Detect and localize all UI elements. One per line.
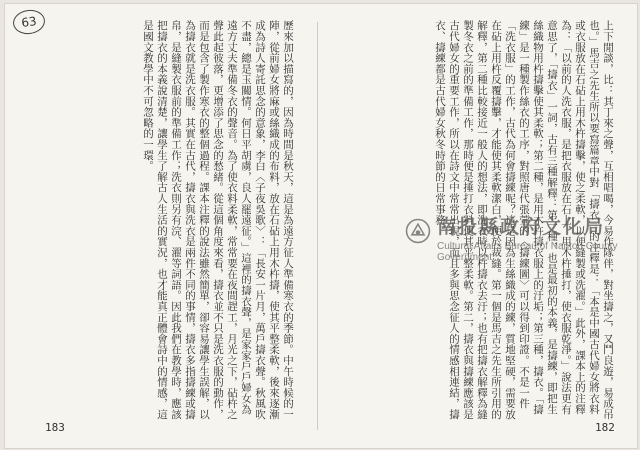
scanned-document: [4, 3, 638, 449]
page-fold-divider: [317, 22, 318, 430]
page-number-right: 182: [595, 421, 615, 434]
watermark-subtitle: Cultural Affairs Bureau of Nantou County Government: [436, 241, 618, 263]
right-page-text: 上下閒談，比：其丁來之聲，互相唱喝，今易作隊伴，對坐擣之，又鬥良遊，易成吊也。」馬吉之先生所以要寫篇章中對「擣衣」的注釋是：「本是中國古代婦女將衣料或衣服放在石砧上用木杵擣擊，使之柔軟，以便縫製或洗濯。」此外，課本上的注釋為：「以前的人洗衣服，是把衣服放在石上，用木杵捶打，使衣服乾淨。」說法更有意思了，「擣衣」一詞，古有三種解釋：第一種，也是最初的本義，是擣練，即把生絲織物用杵擣擊使其柔軟；第二種，是用木杵擣衣服上的汙垢；第三種，擣衣。「擣練」是一種製作絲衣的工序，對照唐代張萱的〈擣練圖〉可以得到印證。不是一件「洗衣服」的工作，古代為何會擣練呢？這是因為生絲織成的練，質地堅硬，需要放在砧上用杵反覆擣擊，才能使其柔軟潔白，便於裁縫。第一個是馬吉之先生所引用的解釋，第二種比較接近一般人的想法，即洗衣時以杵擣衣去汙；也有把擣衣解釋為縫製冬衣之前的準備工作，那時便是捶打衣料使其平整柔軟。第二，擣衣與擣練應該是古代婦女的重要工作，所以在詩文中常常出現，而且多與思念征人的情感相連結，擣衣、擣練都是古代婦女秋冬時節的日常事務。: [434, 20, 614, 420]
handwritten-page-mark: 63: [11, 8, 46, 36]
watermark-title: 南投縣政府文化局: [436, 216, 605, 238]
bureau-logo-icon: [405, 214, 431, 248]
left-page-text: 歷來加以描寫的，因為時間是秋天，這是為遠方征人準備寒衣的季節。中午時候的一陣，從前婦女將麻或絲織成的布料，放在石砧上用木杵擣，使其平整柔軟，後來逐漸成為詩人寄託思念的意象，李白〈子夜吳歌〉：「長安一片月，萬戶擣衣聲。秋風吹不盡，總是玉關情。何日平胡虜，良人罷遠征。」這裡的擣衣聲，是家家戶戶婦女為遠方丈夫準備冬衣的聲音。為了使衣料柔軟，常常要在夜間趕工，月光之下，砧杵之聲此起彼落，更增添了思念的愁緒。從這個角度來看，擣衣並不只是洗衣服的動作，而是包含了製作寒衣的整個過程。課本注釋的說法雖然簡單，卻容易讓學生誤解，以為擣衣就是洗衣服。其實在古代，擣衣與洗衣是兩件不同的事情，擣衣多指擣練或擣帛，是縫製衣服前的準備工作；洗衣則另有浣、濯等詞語。因此我們在教學時，應該把擣衣的本義說清楚，讓學生了解古人生活的實況，也才能真正體會詩中的情感，這是國文教學中不可忽略的一環。: [142, 20, 294, 420]
page-number-left: 183: [45, 421, 65, 434]
archive-watermark: [405, 212, 619, 262]
